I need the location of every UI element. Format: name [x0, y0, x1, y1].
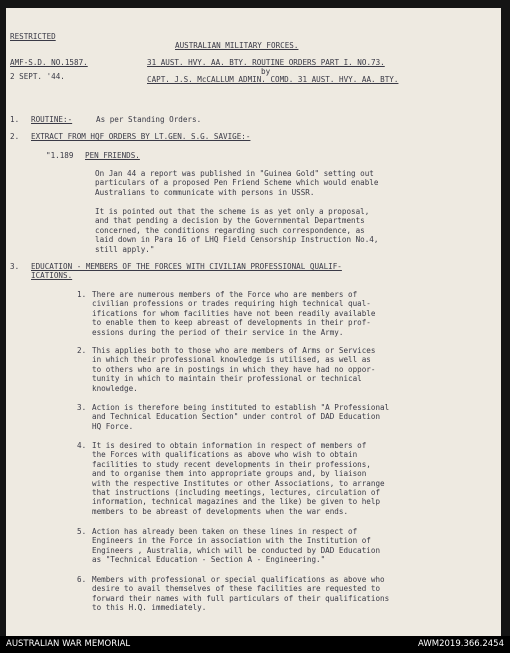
section-3-title-line-2: ICATIONS. — [31, 271, 73, 280]
para-3-4-text: It is desired to obtain information in respect of members of the Forces with qualifications as above who wish to obtain facilities to study recent developments in their professions, and to organise them into appropriate groups and, by liaison with the respective Institutes or other Associations, to arrange that instructions (including meetings, lectures, circulation of information, technical magazines and the like) be given to help members to be abreast of developments when the war ends. — [92, 441, 385, 516]
org-title: AUSTRALIAN MILITARY FORCES. — [175, 41, 299, 50]
footer-catalog-number: AWM2019.366.2454 — [418, 639, 504, 649]
sub-order-paragraph-2: It is pointed out that the scheme is as yet only a proposal, and that pending a decision by the Governmental Departments concerned, the conditions regarding such correspondence, as laid down in Para 16 of LHQ Field Censorship Instruction No.4, still apply." — [95, 207, 379, 254]
para-3-4-number: 4. — [77, 441, 87, 450]
document-page — [6, 8, 501, 636]
item-1-number: 1. — [10, 115, 20, 124]
restricted-label: RESTRICTED — [10, 32, 56, 41]
para-3-2-text: This applies both to those who are members of Arms or Services in which their professional knowledge is utilised, as well as to others who are in postings in which they have had no oppor- tunity in which to maintain their professional or technical knowledge. — [92, 346, 376, 393]
archive-footer — [0, 636, 510, 653]
form-number: AMF-S.D. NO.1587. — [10, 58, 88, 67]
para-3-5-text: Action has already been taken on these lines in respect of Engineers in the Force in association with the Institution of Engineers , Australia, which will be conducted by DAD Education as "Technical Education - Section A - Engineering." — [92, 527, 381, 565]
para-3-5-number: 5. — [77, 527, 87, 536]
section-3-title-line-1: EDUCATION - MEMBERS OF THE FORCES WITH CIVILIAN PROFESSIONAL QUALIF- — [31, 262, 342, 271]
item-2-title: EXTRACT FROM HQF ORDERS BY LT.GEN. S.G. SAVIGE:- — [31, 132, 251, 141]
para-3-3-number: 3. — [77, 403, 87, 412]
para-3-3-text: Action is therefore being instituted to establish "A Professional and Technical Education Section" under control of DAD Education HQ Force. — [92, 403, 390, 431]
para-3-1-text: There are numerous members of the Force who are members of civilian professions or trades requiring high technical qual- ifications for whom facilities have not been readily available to enable them to keep abreast of developments in their prof- essions during the period of their service in the Army. — [92, 290, 376, 337]
sub-order-title: PEN FRIENDS. — [85, 151, 140, 160]
item-1-title: ROUTINE:- — [31, 115, 73, 124]
item-2-number: 2. — [10, 132, 20, 141]
sub-order-paragraph-1: On Jan 44 a report was published in "Guinea Gold" setting out particulars of a proposed Pen Friend Scheme which would enable Australians to communicate with persons in USSR. — [95, 169, 379, 197]
orders-line: 31 AUST. HVY. AA. BTY. ROUTINE ORDERS PART I. NO.73. — [147, 58, 385, 67]
section-3-number: 3. — [10, 262, 20, 271]
para-3-6-number: 6. — [77, 575, 87, 584]
order-date: 2 SEPT. '44. — [10, 72, 65, 81]
footer-institution: AUSTRALIAN WAR MEMORIAL — [6, 639, 131, 649]
para-3-6-text: Members with professional or special qualifications as above who desire to avail themselves of these facilities are requested to forward their names with full particulars of their qualifications to this H.Q. immediately. — [92, 575, 390, 613]
para-3-1-number: 1. — [77, 290, 87, 299]
captain-line: CAPT. J.S. McCALLUM ADMIN. COMD. 31 AUST. HVY. AA. BTY. — [147, 75, 399, 84]
para-3-2-number: 2. — [77, 346, 87, 355]
sub-order-ref: "1.189 — [46, 151, 74, 160]
item-1-text: As per Standing Orders. — [96, 115, 202, 124]
by-label: by — [261, 67, 271, 76]
